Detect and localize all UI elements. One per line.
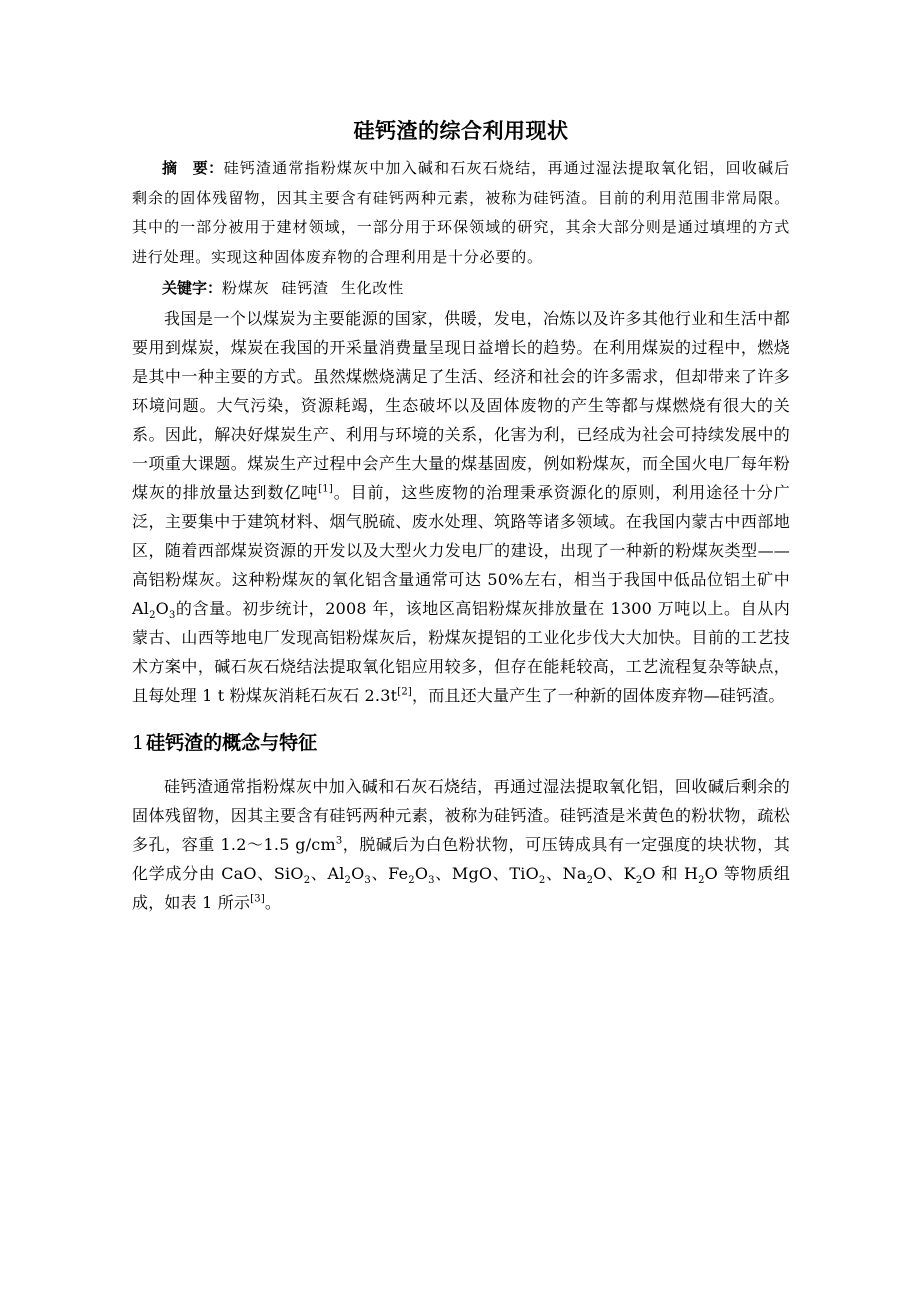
keyword-item: 硅钙渣 <box>281 279 329 297</box>
citation-ref: [3] <box>250 893 265 905</box>
keywords-line <box>132 274 790 303</box>
citation-ref: [1] <box>318 483 333 495</box>
citation-ref: [2] <box>397 686 412 698</box>
subscript: 2 <box>344 875 352 887</box>
section-text: O 和 H <box>642 864 699 883</box>
superscript: 3 <box>335 835 343 847</box>
intro-text-2: 。目前，这些废物的治理秉承资源化的原则，利用途径十分广泛，主要集中于建筑材料、烟气脱硫、废水处理、筑路等诸多领域。在我国内蒙古中西部地区，随着西部煤炭资源的开发以及大型火力发电厂的建设，出现了一种新的粉煤灰类型——高铝粉煤灰。这种粉煤灰的氧化铝含量通常可达 50%左右，相当于我国中低品位铝土矿中 Al <box>132 483 790 618</box>
section-text: O <box>351 864 365 883</box>
section-text: O、K <box>593 864 636 883</box>
subscript: 3 <box>428 875 435 887</box>
keyword-item: 粉煤灰 <box>222 279 270 297</box>
intro-paragraph <box>132 304 790 710</box>
section-paragraph <box>132 772 790 917</box>
document-title: 硅钙渣的综合利用现状 <box>353 119 569 143</box>
subscript: 2 <box>586 875 594 887</box>
section-text: 、MgO、TiO <box>434 864 539 883</box>
section-heading <box>132 728 790 758</box>
subscript: 2 <box>538 875 546 887</box>
section-text: O <box>414 864 429 883</box>
abstract-paragraph <box>132 154 790 272</box>
section-text: 硅钙渣通常指粉煤灰中加入碱和石灰石烧结，再通过湿法提取氧化铝，回收碱后剩余的固体残留物，因其主要含有硅钙两种元素，被称为硅钙渣。硅钙渣是米黄色的粉状物，疏松多孔，容重 1.2～1.5 g/cm <box>132 777 790 854</box>
subscript: 2 <box>149 610 156 622</box>
keywords-label: 关键字： <box>162 279 223 297</box>
keyword-item: 生化改性 <box>340 279 405 297</box>
section-text: 。 <box>264 893 282 912</box>
subscript: 2 <box>303 875 311 887</box>
subscript: 2 <box>408 875 415 887</box>
abstract-text: 硅钙渣通常指粉煤灰中加入碱和石灰石烧结，再通过湿法提取氧化铝，回收碱后剩余的固体残留物，因其主要含有硅钙两种元素，被称为硅钙渣。目前的利用范围非常局限。其中的一部分被用于建材领域，一部分用于环保领域的研究，其余大部分则是通过填埋的方式进行处理。实现这种固体废弃物的合理利用是十分必要的。 <box>132 159 790 266</box>
section-text: 、Na <box>545 864 587 883</box>
section-text: ，脱碱后为白色粉状物，可压铸成具有一定强度的块状物，其化学成分由 CaO、SiO <box>132 835 790 883</box>
subscript: 2 <box>698 875 705 887</box>
section-number: 1 <box>132 732 145 754</box>
subscript: 3 <box>168 610 176 622</box>
intro-text-o: O <box>155 599 169 618</box>
subscript: 3 <box>364 875 371 887</box>
subscript: 2 <box>635 875 643 887</box>
section-text: O 等物质组成，如表 1 所示 <box>132 864 791 912</box>
document-page <box>132 110 790 917</box>
section-title: 硅钙渣的概念与特征 <box>146 732 318 754</box>
intro-text-1: 我国是一个以煤炭为主要能源的国家，供暖，发电，冶炼以及许多其他行业和生活中都要用到煤炭，煤炭在我国的开采量消费量呈现日益增长的趋势。在利用煤炭的过程中，燃烧是其中一种主要的方式。虽然煤燃烧满足了生活、经济和社会的许多需求，但却带来了许多环境问题。大气污染，资源耗竭，生态破坏以及固体废物的产生等都与煤燃烧有很大的关系。因此，解决好煤炭生产、利用与环境的关系，化害为利，已经成为社会可持续发展中的一项重大课题。煤炭生产过程中会产生大量的煤基固废，例如粉煤灰，而全国火电厂每年粉煤灰的排放量达到数亿吨 <box>132 309 790 502</box>
abstract-label: 摘 要： <box>162 159 224 177</box>
section-text: 、Al <box>310 864 345 883</box>
section-text: 、Fe <box>370 864 409 883</box>
intro-text-3: 的含量。初步统计，2008 年，该地区高铝粉煤灰排放量在 1300 万吨以上。自从内蒙古、山西等地电厂发现高铝粉煤灰后，粉煤灰提铝的工业化步伐大大加快。目前的工艺技术方案中，碱石灰石烧结法提取氧化铝应用较多，但存在能耗较高，工艺流程复杂等缺点，且每处理 1 t 粉煤灰消耗石灰石 2.3t <box>132 599 790 705</box>
intro-text-4: ，而且还大量产生了一种新的固体废弃物—硅钙渣。 <box>412 686 785 705</box>
